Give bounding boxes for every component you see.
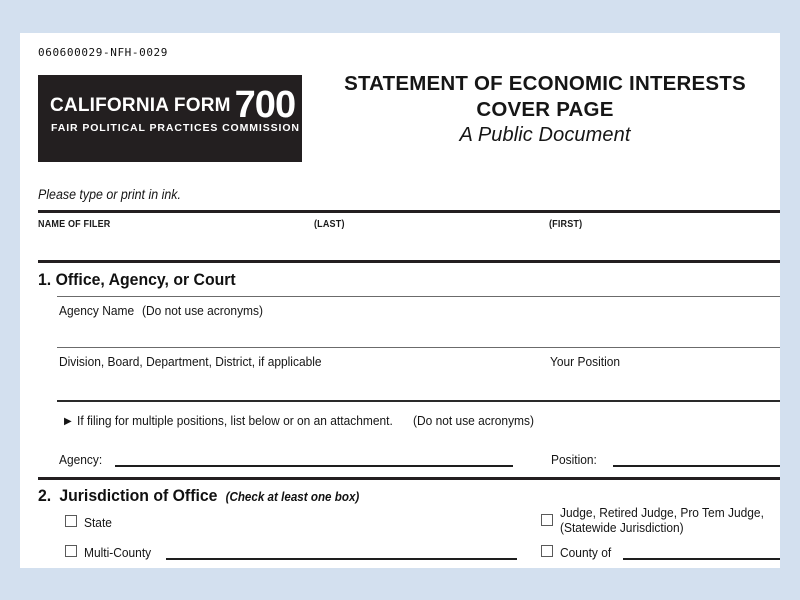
document-title-block	[320, 71, 770, 149]
checkbox-county-of-label: County of	[560, 545, 612, 560]
checkbox-multi-county-label: Multi-County	[84, 545, 152, 560]
logo-form-number-700: 700	[234, 84, 296, 126]
multiple-positions-note: (Do not use acronyms)	[413, 413, 534, 428]
section-2-hint: (Check at least one box)	[225, 490, 360, 504]
checkbox-judge-label	[560, 506, 764, 535]
name-of-filer-label: NAME OF FILER	[38, 218, 111, 230]
agency-name-note: (Do not use acronyms)	[142, 303, 263, 318]
division-board-department-label: Division, Board, Department, District, if applicable	[59, 354, 322, 369]
section-1-title: Office, Agency, or Court	[55, 270, 236, 289]
checkbox-state[interactable]	[65, 515, 77, 527]
agency-name-label: Agency Name	[59, 303, 135, 318]
section-2-heading	[38, 486, 359, 506]
rule-multiple-positions	[57, 400, 780, 402]
logo-commission-text: FAIR POLITICAL PRACTICES COMMISSION	[51, 122, 300, 134]
multi-county-input[interactable]	[166, 558, 517, 560]
county-of-input[interactable]	[623, 558, 780, 560]
checkbox-judge-label-line-2: (Statewide Jurisdiction)	[560, 519, 684, 535]
fppc-form-700-logo	[38, 75, 302, 162]
logo-california-form-text: CALIFORNIA FORM	[50, 95, 231, 116]
multiple-positions-text: If filing for multiple positions, list below or on an attachment.	[77, 413, 393, 428]
checkbox-county-of[interactable]	[541, 545, 553, 557]
checkbox-judge[interactable]	[541, 514, 553, 526]
logo-title-line	[50, 86, 294, 124]
section-2-number: 2.	[38, 486, 52, 505]
position-field-label: Position:	[551, 452, 597, 467]
position-field-input[interactable]	[613, 465, 780, 467]
agency-field-input[interactable]	[115, 465, 513, 467]
name-of-filer-last-label: (LAST)	[314, 218, 345, 230]
form-sheet	[20, 33, 780, 568]
section-1-number: 1.	[38, 270, 52, 289]
print-in-ink-instruction: Please type or print in ink.	[38, 187, 181, 202]
checkbox-state-label: State	[84, 515, 112, 530]
section-1-heading	[38, 270, 236, 290]
title-line-1: STATEMENT OF ECONOMIC INTERESTS	[344, 72, 746, 95]
section-2-title: Jurisdiction of Office	[59, 486, 218, 505]
rule-above-name-of-filer	[38, 210, 780, 213]
agency-field-label: Agency:	[59, 452, 103, 467]
triangle-right-icon: ▶	[64, 416, 72, 427]
name-of-filer-first-label: (FIRST)	[549, 218, 583, 230]
checkbox-judge-label-line-1: Judge, Retired Judge, Pro Tem Judge,	[560, 505, 764, 520]
checkbox-multi-county[interactable]	[65, 545, 77, 557]
rule-above-section-2	[38, 477, 780, 480]
rule-above-section-1	[38, 260, 780, 263]
your-position-label: Your Position	[550, 354, 621, 369]
rule-agency-name	[57, 296, 780, 297]
title-line-2: COVER PAGE	[476, 97, 614, 121]
rule-division-row	[57, 347, 780, 348]
title-line-3: A Public Document	[459, 124, 631, 147]
form-number: 060600029-NFH-0029	[38, 46, 169, 59]
